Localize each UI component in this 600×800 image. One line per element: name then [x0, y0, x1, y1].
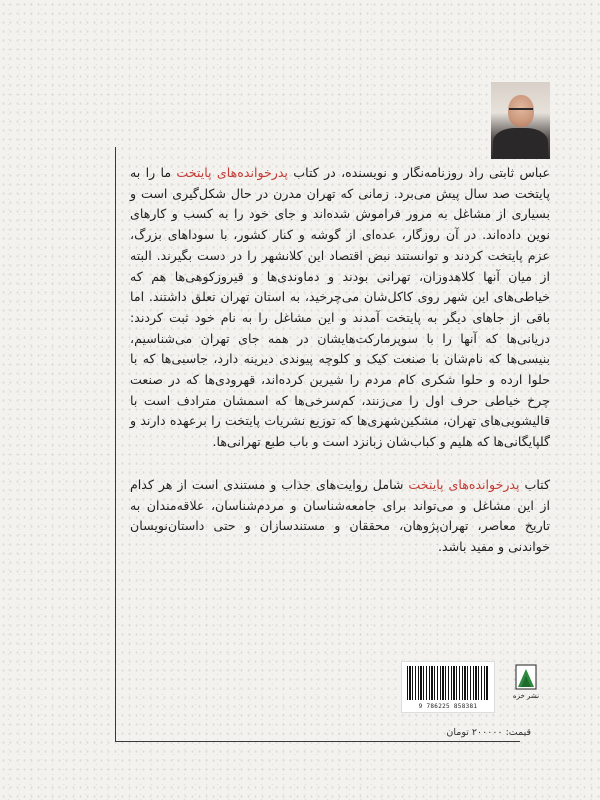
- paragraph-1-rest: ما را به پایتخت صد سال پیش می‌برد. زمانی که تهران مدرن در حال شکل‌گیری است و بسیاری از مشاغل به مرور فراموش شده‌اند و جای خود را به کسب و کارهای نوین داده‌اند. در آن روزگار، عده‌ای از گوشه و کنار کشور، با سوداهای بزرگ، عزم پایتخت کردند و توانستند نبض اقتصاد این کلانشهر را در دست بگیرند. البته از میان آنها کلاهدوزان، تهرانی بودند و دماوندی‌ها و قیروزکوهی‌ها هم که خیاطی‌های این شهر روی کاکل‌شان می‌چرخید، به استان تهران تعلق داشتند. اما باقی از جاهای دیگر به پایتخت آمدند و این مشاغل را به نام خود ثبت کردند: دریانی‌ها که آنها را با سوپرمارکت‌هایشان در همه جای تهران می‌شناسیم، بنیسی‌ها که نام‌شان با صنعت کیک و کلوچه پیوندی دیرینه دارد، جاسبی‌ها که با حلوا ارده و حلوا شکری کام مردم را شیرین کرده‌اند، قهرودی‌ها که در صنعت چرخ خیاطی حرف اول را می‌زنند، کم‌سرخی‌ها که اسمشان مترادف است با قالیشویی‌های تهران، مشکین‌شهری‌ها که توزیع نشریات پایتخت را برعهده دارند و گلپایگانی‌ها که هلیم و کباب‌شان زبانزد است و باب طبع تهرانی‌ها.: [130, 165, 550, 450]
- paragraph-1-book-title: پدرخوانده‌های پایتخت: [176, 165, 288, 180]
- author-photo-glasses: [509, 108, 533, 115]
- back-cover-text: [130, 163, 550, 558]
- isbn-barcode: [401, 661, 495, 713]
- paragraph-2-book-title: پدرخوانده‌های پایتخت: [408, 476, 520, 492]
- barcode-number: 9 786225 858381: [418, 703, 478, 710]
- publisher-logo: [511, 663, 541, 705]
- barcode-bars: [407, 666, 489, 700]
- price-label: قیمت: ۲۰۰۰۰۰ تومان: [446, 727, 531, 738]
- paragraph-2-rest: شامل روایت‌های جذاب و مستندی است از هر کدام از این مشاغل و می‌تواند برای جامعه‌شناسان و مردم‌شناسان، علاقه‌مندان به تاریخ معاصر، تهران‌پژوهان، محققان و مستندسازان و حتی داستان‌نویسان خواندنی و مفید باشد.: [130, 476, 550, 554]
- paragraph-2-intro: کتاب: [519, 476, 550, 492]
- barcode-area: [401, 661, 541, 717]
- publisher-logo-icon: [514, 663, 538, 691]
- paragraph-1: [130, 163, 550, 453]
- paragraph-2: [130, 475, 550, 558]
- paragraph-1-intro: عباس ثابتی راد روزنامه‌نگار و نویسنده، در کتاب: [287, 165, 550, 180]
- publisher-logo-caption: نشر خزه: [512, 692, 540, 700]
